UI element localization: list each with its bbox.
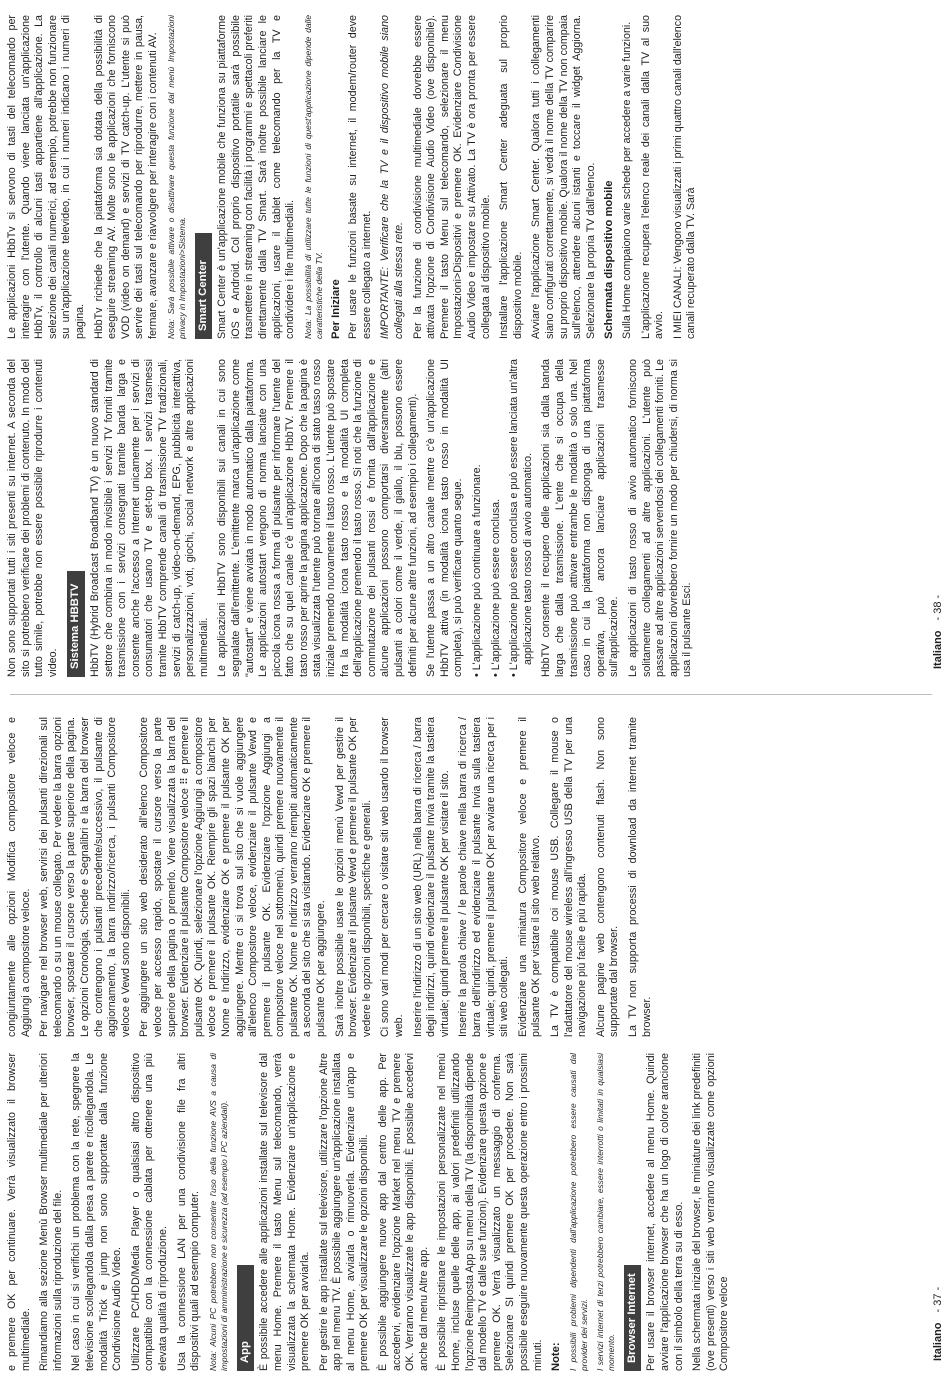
subsection-heading: Note:: [550, 1342, 563, 1371]
body-paragraph: È possibile ripristinare le impostazioni personalizzate nel menù Home, incluse quelle delle app, ai valori predefiniti utilizzando l'opzione Reimposta App su menu della TV (la disponibilità dipende dal modello TV e dalle sue funzioni). Evidenziare questa opzione e premere OK. Verrà visualizzato un messaggio di conferma. Selezionare SI quindi premere OK per procedere. Non sarà possibile eseguire nuovamente questa operazione entro i prossimi minuti.: [436, 1053, 544, 1371]
note-paragraph: Nota: Alcuni PC potrebbero non consentire l'uso della funzione AVS a causa di impostazioni di amministrazione e sicurezza (ad esempio i PC aziendali).: [207, 1053, 229, 1371]
important-paragraph: IMPORTANTE: Verificare che la TV e il dispositivo mobile siano collegati alla stessa rete.: [379, 15, 406, 339]
subsection-heading: Schermata dispositivo mobile: [603, 180, 616, 339]
body-paragraph: Per gestire le app installate sul televisore, utilizzare l'opzione Altre app nel menu TV. È possibile aggiungere un'applicazione installata al menu Home, avviarla o rimuoverla. Evidenziare un'app e premere OK per visualizzare le opzioni disponibili.: [317, 1053, 371, 1371]
subsection-heading: Per Iniziare: [329, 279, 342, 339]
bullet-item: • L'applicazione può essere conclusa.: [489, 498, 502, 677]
page-38-column-2: [6, 15, 916, 339]
note-paragraph: I servizi internet di terzi potrebbero cambiare, essere interrotti o limitati in qualsiasi momento.: [594, 1053, 616, 1371]
page-37: [0, 699, 950, 1379]
bullet-item: • L'applicazione può essere conclusa e può essere lanciata un'altra applicazione tasto rosso di avvio automatico.: [508, 359, 534, 677]
footer-language: Italiano: [932, 1322, 944, 1361]
body-paragraph: HbbTV (Hybrid Broadcast Broadband TV) è un nuovo standard di settore che combina in modo invisibile i servizi TV forniti tramite trasmissione con i servizi consegnati tramite banda larga e consente anche l'accesso a Internet unicamente per i servizi di consumatori che usano TV e set-top box. I servizi trasmessi tramite HbbTV comprende canali di trasmissione TV tradizionali, servizi di catch-up, video-on-demand, EPG, pubblicità interattiva, personalizzazioni, voti, giochi, social network e altre applicazioni multimediali.: [88, 359, 210, 677]
note-paragraph: Nota: Sarà possibile attivare o disattivare questa funzione dal menù Impostazioni privacy in Impostazioni>Sistema.: [165, 15, 187, 339]
body-paragraph: Rimandiamo alla sezione Menù Browser multimediale per ulteriori informazioni sulla riproduzione del file.: [38, 1053, 64, 1371]
section-heading: Browser Internet: [624, 1265, 642, 1371]
section-heading: App: [237, 1265, 255, 1371]
body-paragraph: Per usare le funzioni basate su internet, il modem/router deve essere collegato a internet.: [347, 15, 373, 339]
body-paragraph: I MIEI CANALI: Vengono visualizzati i primi quattro canali dall'elenco canali recuperato dalla TV. Sarà: [671, 15, 698, 339]
body-paragraph: Ci sono vari modi per cercare o visitare siti web usando il browser web.: [379, 717, 406, 1037]
page-38-footer: [932, 595, 944, 669]
body-paragraph: La TV è compatibile coi mouse USB. Collegare il mouse o l'adattatore del mouse wireless all'ingresso USB della TV per una navigazione più facile e più rapida.: [548, 717, 589, 1037]
body-paragraph: Nel caso in cui si verifichi un problema con la rete, spegnere la televisione scollegandola dalla presa a parete e ricollegandola. Le modalità Trick e jump non sono supportate dalla funzione Condivisione Audio Video.: [70, 1053, 124, 1371]
body-paragraph: Per aggiungere un sito web desiderato all'elenco Compositore veloce per accesso rapido, spostare il cursore verso la parte superiore della pagina o premerlo. Viene visualizzata la barra del browser. Evidenziare il pulsante Compositore veloce ⠿ e premere il pulsante OK. Quindi, selezionare l'opzione Aggiungi a compositore veloce e premere il pulsante OK. Riempire gli spazi bianchi per Nome e Indirizzo, evidenziare OK e premere il pulsante OK per aggiungere. Mentre ci si trova sul sito che si vuole aggiungere all'elenco Compositore veloce, evidenziare il pulsante Vewd e premere il pulsante OK. Evidenziare l'opzione Aggiungi a compositore veloce nel sottomenù, quindi premere nuovamente il pulsante OK. Nome e Indirizzo verranno riempiti automaticamente a seconda del sito che si sta visitando. Evidenziare OK e premere il pulsante OK per aggiungere.: [138, 717, 328, 1037]
body-paragraph: congiuntamente alle opzioni Modifica compositore veloce e Aggiungi a compositore veloce.: [6, 717, 32, 1037]
body-paragraph: Inserire la parola chiave / le parole chiave nella barra di ricerca / barra dell'indirizzo ed evidenziare il pulsante Invia sulla tastiera virtuale; quindi, premere il pulsante OK per avviare una ricerca per i siti web collegati.: [457, 717, 511, 1037]
page-divider: [10, 694, 932, 695]
body-paragraph: Le applicazioni di tasto rosso di avvio automatico forniscono solitamente collegamenti ad altre applicazioni. L'utente può passare ad altre applicazioni servendosi dei collegamenti forniti. Le applicazioni dovrebbero fornire un modo per chiudersi, di norma si usa il pulsante Esci.: [626, 359, 694, 677]
page-number: - 37 -: [932, 1286, 944, 1313]
footer-language: Italiano: [932, 630, 944, 669]
body-paragraph: Nella schermata iniziale del browser, le miniature dei link predefiniti (ove presenti) verso i siti web verranno visualizzate come opzioni Compositore veloce: [691, 1053, 731, 1371]
body-paragraph: HbbTV consente il recupero delle applicazioni sia dalla banda larga che dalla trasmissione. L'ente che si occupa della trasmissione può attivare entrambe le modalità o solo una. Nel caso in cui la piattaforma non disponga di una piattaforma operativa, può ancora lanciare applicazioni trasmesse sull'applicazione.: [540, 359, 621, 677]
body-paragraph: È possibile accedere alle applicazioni installate sul televisore dal menu Home. Premere il tasto Menu sul telecomando, verrà visualizzata la schermata Home. Evidenziare un'applicazione e premere OK per avviarla.: [258, 1053, 312, 1371]
body-paragraph: Inserire l'indirizzo di un sito web (URL) nella barra di ricerca / barra degli indirizzi, quindi evidenziare il pulsante Invia tramite la tastiera virtuale; quindi premere il pulsante OK per visitare il sito.: [411, 717, 451, 1037]
body-paragraph: Avviare l'applicazione Smart Center. Qualora tutti i collegamenti siano configurati correttamente, si vedrà il nome della TV comparire su proprio dispositivo mobile. Qualora il nome della TV non compaia sull'elenco, attendere alcuni istanti e toccare il widget Aggiorna. Selezionare la propria TV dall'elenco.: [530, 15, 597, 339]
body-paragraph: Se l'utente passa a un altro canale mentre c'è un'applicazione HbbTV attiva (in modalità icona tasto rosso in modalità UI completa), si può verificare quanto segue.: [425, 359, 465, 677]
page-38: [0, 0, 950, 689]
body-paragraph: Per usare il browser internet, accedere al menu Home. Quindi avviare l'applicazione browser che ha un logo di colore arancione con il simbolo della terra su di esso.: [645, 1053, 685, 1371]
body-paragraph: La TV non supporta processi di download da internet tramite browser.: [626, 717, 653, 1037]
body-paragraph: Usa la connessione LAN per una condivisione file fra altri dispositivi quali ad esempio computer.: [175, 1053, 202, 1371]
body-paragraph: HbbTv richiede che la piattaforma sia dotata della possibilità di eseguire streaming AV. Molte sono le applicazioni che forniscono VOD (video on demand) e servizi di TV catch-up. L'utente si può servire dei tasti sul telecomando per riprodurre, mettere in pausa, fermare, avanzare e riavvolgere per interagire con i contenuti AV.: [92, 15, 159, 339]
page-37-column-1: [6, 1053, 916, 1371]
body-paragraph: Installare l'applicazione Smart Center adeguata sul proprio dispositivo mobile.: [498, 15, 524, 339]
body-paragraph: Le applicazioni HbbTv si servono di tasti del telecomando per interagire con l'utente. Quando viene lanciata un'applicazione HbbTv, il controllo di alcuni tasti appartiene all'applicazione. La selezione dei canali numerici, ad esempio, potrebbe non funzionare su un'applicazione televideo, in cui i numeri indicano i numeri di pagina.: [6, 15, 86, 339]
body-paragraph: Non sono supportati tutti i siti presenti su internet. A seconda del sito si potrebbero verificare dei problemi di contenuto. In modo del tutto simile, potrebbe non essere possibile riprodurre i contenuti video.: [6, 359, 59, 677]
body-paragraph: Sarà inoltre possibile usare le opzioni menù Vewd per gestire il browser. Evidenziare il pulsante Vewd e premere il pulsante OK per vedere le opzioni disponibili, specifiche e generali.: [333, 717, 373, 1037]
page-37-column-2: [6, 717, 916, 1037]
body-paragraph: Per navigare nel browser web, servirsi dei pulsanti direzionali sul telecomando o su un mouse collegato. Per vedere la barra opzioni browser, spostare il cursore verso la parte superiore della pagina. Le opzioni Cronologia, Schede e Segnalibri e la barra del browser che contengono i pulsanti precedente/successivo, il pulsante di aggiornamento, la barra indirizzo/ricerca, i pulsanti Compositore veloce e Vewd sono disponibili.: [38, 717, 132, 1037]
body-paragraph: Utilizzare PC/HDD/Media Player o qualsiasi altro dispositivo compatibile con la connessione cablata per ottenere una più elevata qualità di riproduzione.: [129, 1053, 169, 1371]
body-paragraph: Evidenziare una miniatura Compositore veloce e premere il pulsante OK per vistare il sito web relativo.: [516, 717, 543, 1037]
body-paragraph: Le applicazioni HbbTV sono disponibili sui canali in cui sono segnalate dall'emittente. L'emittente marca un'applicazione come "autostart" e viene avviata in modo automatico dalla piattaforma. Le applicazioni autostart vengono di norma lanciate con una piccola icona rossa a forma di pulsante per informare l'utente del fatto che su quel canale c'è un'applicazione HbbTV. Premere il tasto rosso per aprire la pagina applicazione. Dopo che la pagina è stata visualizzata l'utente può tornare all'icona di stato tasso rosso iniziale premendo nuovamente il tasto rosso. L'utente può spostare fra la modalità icona tasto rosso e la modalità UI completa dell'applicazione premendo il tasto rosso. Si noti che la funzione di commutazione dei pulsanti rossi è fornita dall'applicazione e alcune applicazioni possono comportarsi diversamente (altri pulsanti a colori come il verde, il giallo, il blu, possono essere definiti per alcune altre funzioni, ad esempio i collegamenti).: [216, 359, 419, 677]
page-37-footer: [932, 1287, 944, 1361]
section-heading: Smart Center: [195, 233, 213, 339]
page-38-column-1: [6, 359, 916, 677]
body-paragraph: L'applicazione recupera l'elenco reale dei canali dalla TV al suo avvio.: [639, 15, 666, 339]
body-paragraph: Smart Center è un'applicazione mobile che funziona su piattaforme iOS e Android. Col proprio dispositivo portatile sarà possibile trasmettere in streaming con facilità i programmi e spettacoli preferiti direttamente dalla TV Smart. Sarà inoltre possibile lanciare le applicazioni, usare il tablet come telecomando per la TV e condividere i file multimediali.: [216, 15, 297, 339]
section-heading: Sistema HBBTV: [67, 571, 85, 677]
page-number: - 38 -: [932, 594, 944, 621]
body-paragraph: e premere OK per continuare. Verrà visualizzato il browser multimediale.: [6, 1053, 32, 1371]
body-paragraph: È possibile aggiungere nuove app dal centro delle app. Per accedervi, evidenziare l'opzione Market nel menu TV e premere OK. Verranno visualizzate le app disponibili. È possibile accedervi anche dal menu Altre app.: [377, 1053, 430, 1371]
bullet-item: • L'applicazione può continuare a funzionare.: [471, 464, 483, 677]
note-paragraph: Nota: La possibilità di utilizzare tutte le funzioni di quest'applicazione dipende dalle caratteristiche della TV.: [302, 15, 324, 339]
body-paragraph: Alcune pagine web contengono contenuti flash. Non sono supportate dal browser.: [594, 717, 621, 1037]
body-paragraph: Per la funzione di condivisione multimediale dovrebbe essere attivata l'opzione di Condivisione Audio Video (ove disponibile). Premere il tasto Menu sul telecomando, selezionare il menu Impostazioni>Dispositivi e premere OK. Evidenziare Condivisione Audio Video e impostare su Attivato. La TV è ora pronta per essere collegata al dispositivo mobile.: [411, 15, 492, 339]
note-paragraph: I possibili problemi dipendenti dall'applicazione potrebbero essere causati dal provider dei servizi.: [567, 1053, 589, 1371]
body-paragraph: Sulla Home compaiono varie schede per accedere a varie funzioni.: [620, 21, 633, 339]
